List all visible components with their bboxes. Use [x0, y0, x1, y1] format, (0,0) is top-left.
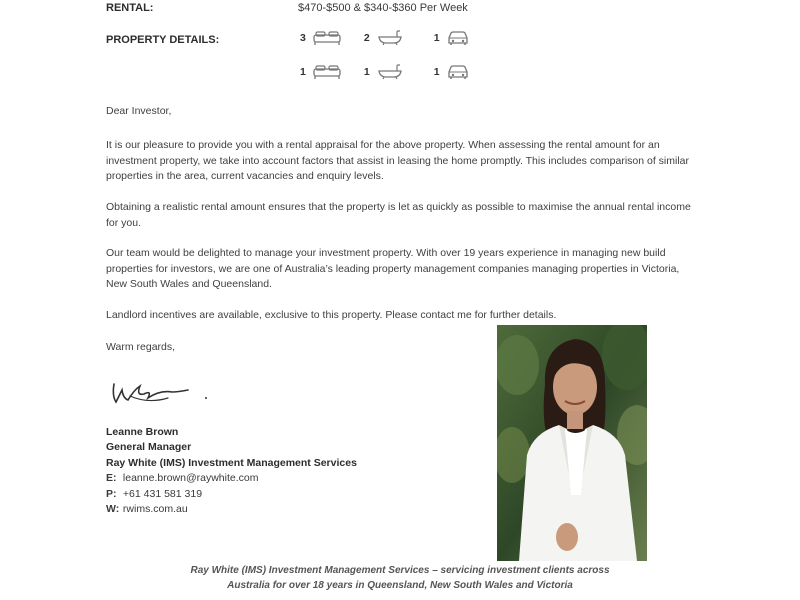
footer-line-2: Australia for over 18 years in Queensland, New South Wales and Victoria — [227, 580, 573, 591]
greeting: Dear Investor, — [106, 105, 172, 117]
rental-label: RENTAL: — [106, 2, 154, 14]
bath-icon — [376, 30, 404, 46]
website-link[interactable]: rwims.com.au — [122, 503, 188, 516]
email-line — [106, 471, 357, 486]
paragraph-appraisal: It is our pleasure to provide you with a rental appraisal for the above property. When assessing the rental amount for an investment property, we take into account factors that assist in leasing the home promptly. This includes comparison of similar properties in the area, current vacancies and enquiry levels. — [106, 139, 690, 183]
web-line — [106, 502, 357, 517]
signatory-name: Leanne Brown — [106, 426, 179, 438]
property-details-label: PROPERTY DETAILS: — [106, 34, 220, 46]
bed-icon — [312, 30, 342, 46]
bedroom-count: 1 — [300, 65, 306, 78]
signatory-block — [106, 425, 357, 517]
closing: Warm regards, — [106, 341, 176, 353]
email-key: E: — [106, 472, 117, 485]
signatory-title: General Manager — [106, 441, 192, 454]
car-count: 1 — [433, 31, 440, 44]
web-key: W: — [106, 503, 120, 516]
bathroom-count: 2 — [363, 31, 370, 44]
car-icon — [446, 30, 470, 46]
car-count: 1 — [433, 65, 440, 78]
bathroom-count: 1 — [363, 65, 370, 78]
portrait-photo — [497, 325, 647, 561]
signatory-company: Ray White (IMS) Investment Management Services — [106, 456, 357, 469]
paragraph-team: Our team would be delighted to manage your investment property. With over 19 years experience in managing new build properties for investors, we are one of Australia’s leading property management companies managing properties in Victoria, New South Wales and Queensland. — [106, 247, 680, 291]
property-details-row-2 — [300, 64, 470, 80]
bed-icon — [312, 64, 342, 80]
phone-line — [106, 487, 357, 502]
bath-icon — [376, 64, 404, 80]
email-link[interactable]: leanne.brown@raywhite.com — [122, 472, 259, 485]
footer-line-1: Ray White (IMS) Investment Management Services – servicing investment clients across — [190, 565, 610, 576]
phone-key: P: — [106, 487, 117, 500]
paragraph-incentives: Landlord incentives are available, exclusive to this property. Please contact me for further details. — [106, 309, 557, 321]
signature — [108, 376, 218, 411]
bedroom-count: 3 — [300, 31, 306, 44]
phone-number[interactable]: +61 431 581 319 — [122, 487, 203, 500]
property-details-row-1 — [300, 30, 470, 46]
footer-tagline — [150, 563, 650, 593]
car-icon — [446, 64, 470, 80]
paragraph-realistic-rental: Obtaining a realistic rental amount ensures that the property is let as quickly as possible to maximise the annual rental income for you. — [106, 201, 691, 229]
rental-value: $470-$500 & $340-$360 Per Week — [298, 2, 468, 14]
